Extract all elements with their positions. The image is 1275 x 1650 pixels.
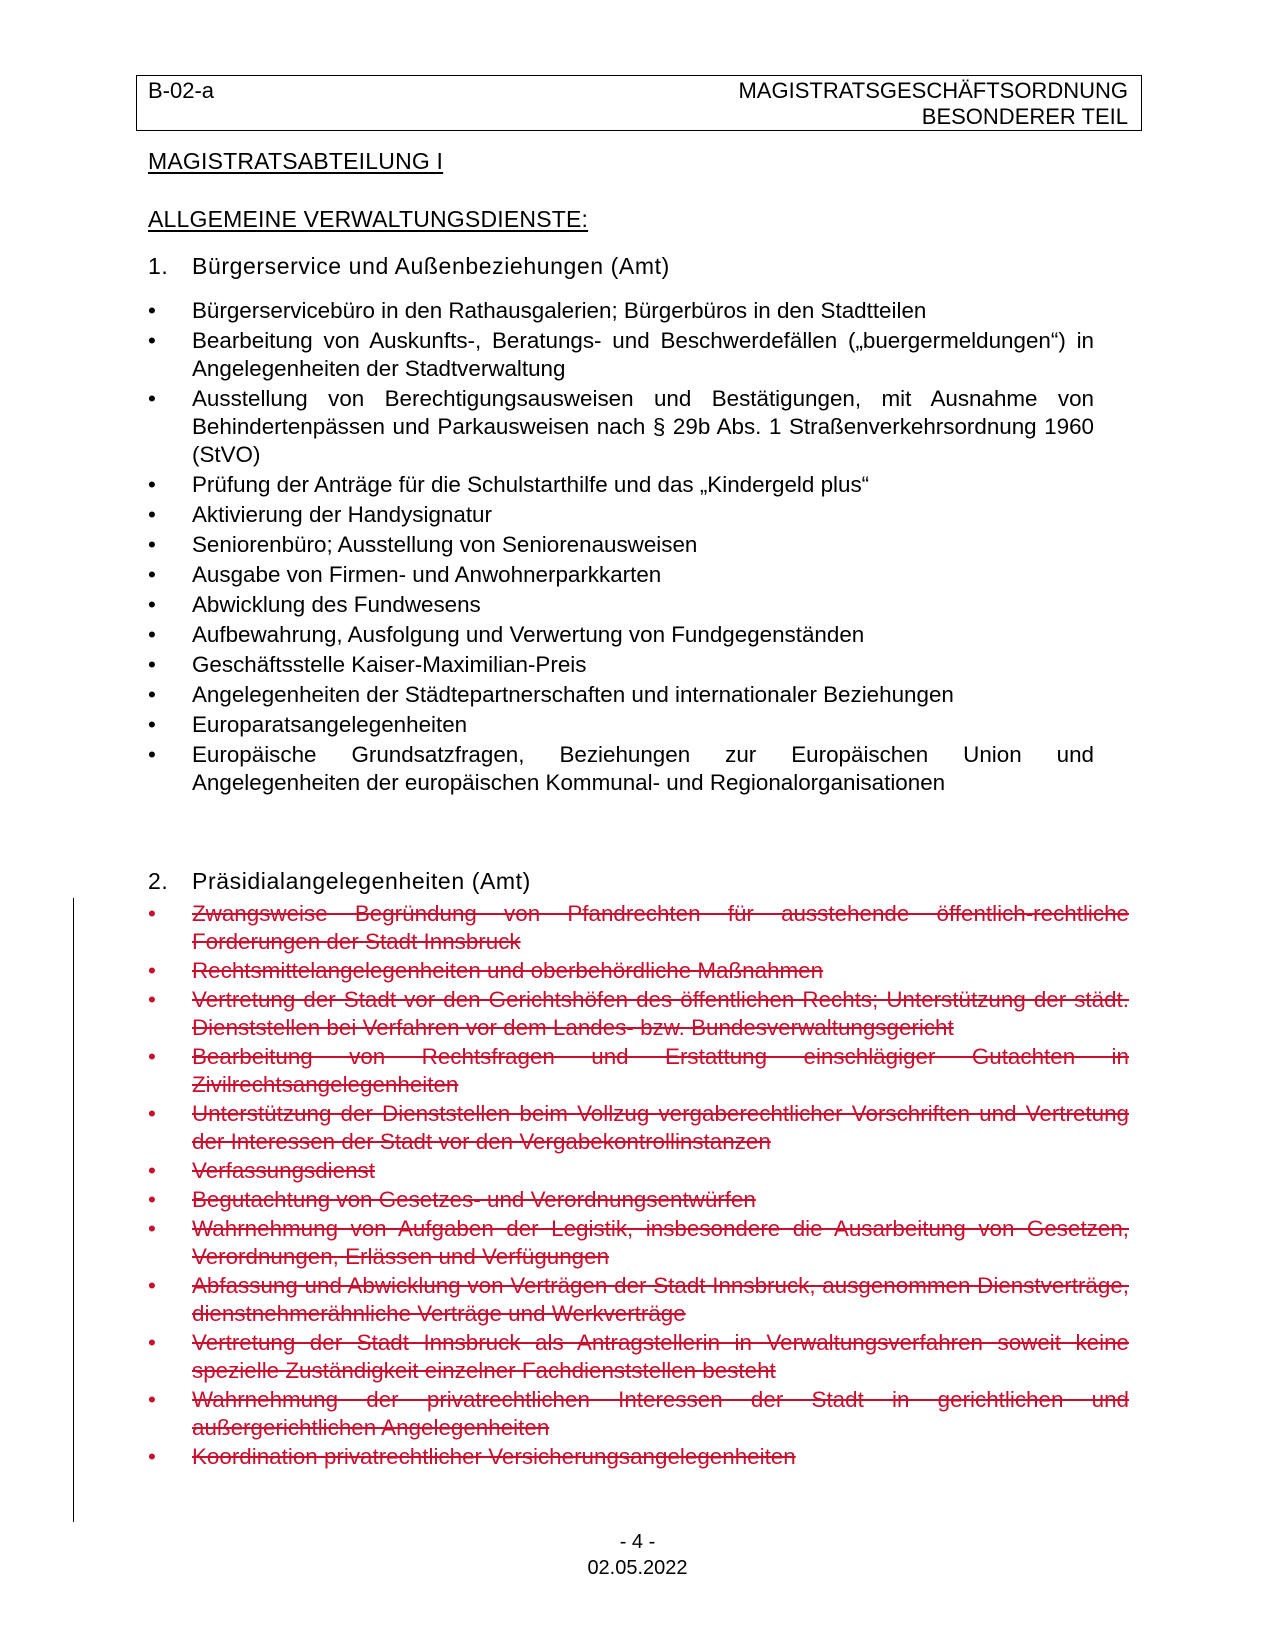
list-item-text: Europaratsangelegenheiten: [192, 712, 468, 737]
list-item-text: Bearbeitung von Rechtsfragen und Erstattung einschlägiger Gutachten in Zivilrechtsangelegenheiten: [192, 1044, 1129, 1097]
section-1-title: Bürgerservice und Außenbeziehungen (Amt): [192, 253, 670, 279]
list-item-text: Bearbeitung von Auskunfts-, Beratungs- und Beschwerdefällen („buergermeldungen“) in Angelegenheiten der Stadtverwaltung: [192, 328, 1094, 381]
list-item: [148, 385, 1094, 469]
bullet-icon: •: [148, 958, 156, 983]
list-item-text: Geschäftsstelle Kaiser-Maximilian-Preis: [192, 652, 587, 677]
section-1-number: 1.: [148, 253, 169, 279]
list-item: [148, 327, 1094, 383]
page-date: 02.05.2022: [587, 1557, 688, 1579]
list-item: [148, 471, 1094, 499]
bullet-icon: •: [148, 622, 156, 647]
list-item-text: Unterstützung der Dienststellen beim Vollzug vergaberechtlicher Vorschriften und Vertretung der Interessen der Stadt vor den Vergabekontrollinstanzen: [192, 1101, 1129, 1154]
list-item-text: Koordination privatrechtlicher Versicherungsangelegenheiten: [192, 1444, 796, 1469]
list-item: [148, 1043, 1129, 1099]
list-item-text: Wahrnehmung von Aufgaben der Legistik, insbesondere die Ausarbeitung von Gesetzen, Verordnungen, Erlässen und Verfügungen: [192, 1216, 1129, 1269]
list-item: [148, 1329, 1129, 1385]
bullet-icon: •: [148, 987, 156, 1012]
bullet-icon: •: [148, 901, 156, 926]
bullet-icon: •: [148, 532, 156, 557]
list-item: [148, 957, 1129, 985]
list-item: [148, 1186, 1129, 1214]
list-item: [148, 531, 1094, 559]
list-item-text: Europäische Grundsatzfragen, Beziehungen zur Europäischen Union und Angelegenheiten der europäischen Kommunal- und Regionalorganisationen: [192, 742, 1094, 795]
list-item-text: Zwangsweise Begründung von Pfandrechten für ausstehende öffentlich-rechtliche Forderungen der Stadt Innsbruck: [192, 901, 1129, 954]
bullet-icon: •: [148, 386, 156, 411]
list-item-text: Angelegenheiten der Städtepartnerschaften und internationaler Beziehungen: [192, 682, 954, 707]
list-item: [148, 561, 1094, 589]
bullet-icon: •: [148, 1044, 156, 1069]
bullet-icon: •: [148, 682, 156, 707]
list-item: [148, 900, 1129, 956]
list-item-text: Prüfung der Anträge für die Schulstarthilfe und das „Kindergeld plus“: [192, 472, 870, 497]
bullet-icon: •: [148, 742, 156, 767]
bullet-icon: •: [148, 1101, 156, 1126]
bullet-icon: •: [148, 1330, 156, 1355]
list-item-text: Aufbewahrung, Ausfolgung und Verwertung von Fundgegenständen: [192, 622, 865, 647]
bullet-icon: •: [148, 712, 156, 737]
section-2-title: Präsidialangelegenheiten (Amt): [192, 868, 531, 894]
list-item: [148, 1272, 1129, 1328]
bullet-icon: •: [148, 472, 156, 497]
page-number: - 4 -: [619, 1531, 656, 1553]
list-item: [148, 621, 1094, 649]
section-2-number: 2.: [148, 868, 169, 894]
list-item: [148, 681, 1094, 709]
area-heading: ALLGEMEINE VERWALTUNGSDIENSTE:: [148, 206, 589, 232]
document-title-line-2: BESONDERER TEIL: [921, 104, 1128, 129]
list-item-text: Ausgabe von Firmen- und Anwohnerparkkarten: [192, 562, 662, 587]
bullet-icon: •: [148, 502, 156, 527]
change-bar: [73, 898, 74, 1522]
bullet-icon: •: [148, 298, 156, 323]
list-item: [148, 501, 1094, 529]
list-item-text: Vertretung der Stadt vor den Gerichtshöfen des öffentlichen Rechts; Unterstützung der städt. Dienststellen bei Verfahren vor dem Landes- bzw. Bundesverwaltungsgericht: [192, 987, 1129, 1040]
list-item-text: Rechtsmittelangelegenheiten und oberbehördliche Maßnahmen: [192, 958, 824, 983]
list-item: [148, 1100, 1129, 1156]
bullet-icon: •: [148, 1444, 156, 1469]
section-1-list: [148, 297, 1094, 799]
list-item: [148, 1443, 1129, 1471]
bullet-icon: •: [148, 562, 156, 587]
bullet-icon: •: [148, 1387, 156, 1412]
list-item-text: Wahrnehmung der privatrechtlichen Interessen der Stadt in gerichtlichen und außergerichtlichen Angelegenheiten: [192, 1387, 1129, 1440]
list-item-text: Begutachtung von Gesetzes- und Verordnungsentwürfen: [192, 1187, 756, 1212]
list-item: [148, 591, 1094, 619]
document-code: B-02-a: [148, 78, 215, 103]
section-2-heading: [148, 867, 531, 895]
bullet-icon: •: [148, 592, 156, 617]
list-item: [148, 741, 1094, 797]
bullet-icon: •: [148, 328, 156, 353]
bullet-icon: •: [148, 1216, 156, 1241]
list-item: [148, 711, 1094, 739]
list-item-text: Abfassung und Abwicklung von Verträgen der Stadt Innsbruck, ausgenommen Dienstverträge, dienstnehmerähnliche Verträge und Werkverträge: [192, 1273, 1129, 1326]
bullet-icon: •: [148, 1187, 156, 1212]
bullet-icon: •: [148, 1158, 156, 1183]
list-item-text: Vertretung der Stadt Innsbruck als Antragstellerin in Verwaltungsverfahren soweit keine spezielle Zuständigkeit einzelner Fachdienststellen besteht: [192, 1330, 1129, 1383]
list-item-text: Abwicklung des Fundwesens: [192, 592, 481, 617]
bullet-icon: •: [148, 652, 156, 677]
department-heading: MAGISTRATSABTEILUNG I: [148, 148, 444, 174]
section-2-list-deleted: [148, 900, 1129, 1472]
list-item: [148, 1215, 1129, 1271]
list-item-text: Aktivierung der Handysignatur: [192, 502, 492, 527]
list-item-text: Bürgerservicebüro in den Rathausgalerien; Bürgerbüros in den Stadtteilen: [192, 298, 927, 323]
list-item: [148, 1386, 1129, 1442]
list-item-text: Verfassungsdienst: [192, 1158, 375, 1183]
list-item: [148, 651, 1094, 679]
list-item-text: Ausstellung von Berechtigungsausweisen und Bestätigungen, mit Ausnahme von Behindertenpässen und Parkausweisen nach § 29b Abs. 1 Straßenverkehrsordnung 1960 (StVO): [192, 386, 1094, 467]
page-header: [136, 75, 1142, 131]
list-item: [148, 986, 1129, 1042]
section-1-heading: [148, 252, 670, 280]
document-title: [738, 78, 1128, 130]
document-title-line-1: MAGISTRATSGESCHÄFTSORDNUNG: [738, 78, 1128, 103]
bullet-icon: •: [148, 1273, 156, 1298]
list-item: [148, 1157, 1129, 1185]
list-item: [148, 297, 1094, 325]
list-item-text: Seniorenbüro; Ausstellung von Seniorenausweisen: [192, 532, 698, 557]
